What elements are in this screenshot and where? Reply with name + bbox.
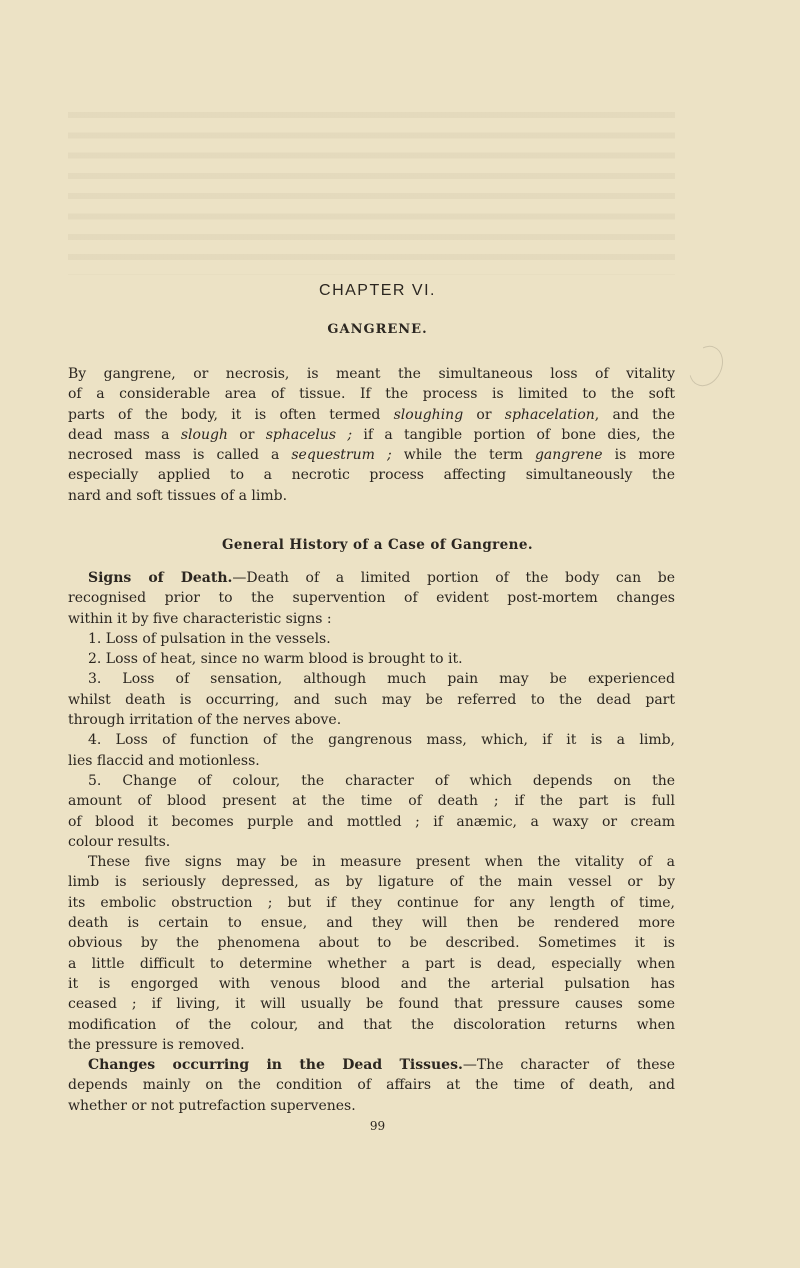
text-line xyxy=(68,994,675,1014)
text-run: , and the xyxy=(594,406,675,423)
text-line xyxy=(68,384,675,404)
italic-term: slough xyxy=(180,426,228,443)
text-line xyxy=(68,1015,675,1035)
text-line xyxy=(68,974,675,994)
text-run: death is certain to ensue, and they will then be rendered more xyxy=(68,915,675,932)
text-run: of blood it becomes purple and mottled ; if anæmic, a waxy or cream xyxy=(68,813,675,830)
text-run: of a considerable area of tissue. If the process is limited to the soft xyxy=(68,386,675,403)
text-line xyxy=(68,669,675,689)
text-run: depends mainly on the condition of affairs at the time of death, and xyxy=(68,1077,675,1094)
text-run: within it by five characteristic signs : xyxy=(68,610,332,627)
text-line xyxy=(68,933,675,953)
bold-run-in-heading: Signs of Death. xyxy=(88,570,233,586)
text-run: 2. Loss of heat, since no warm blood is brought to it. xyxy=(88,651,463,668)
text-run: 1. Loss of pulsation in the vessels. xyxy=(88,630,331,647)
text-run: These five signs may be in measure present when the vitality of a xyxy=(88,854,675,871)
chapter-title: GANGRENE. xyxy=(327,322,428,337)
text-run: parts of the body, it is often termed xyxy=(68,406,394,423)
text-line xyxy=(68,405,675,425)
text-line xyxy=(68,364,675,384)
text-run: while the term xyxy=(391,447,535,464)
bold-run-in-heading: Changes occurring in the Dead Tissues. xyxy=(88,1057,463,1074)
intro-paragraph xyxy=(68,364,675,506)
text-run: amount of blood present at the time of death ; if the part is full xyxy=(68,793,675,810)
text-line xyxy=(68,1055,675,1075)
text-line xyxy=(68,649,675,669)
section-heading: General History of a Case of Gangrene. xyxy=(222,537,533,553)
text-run: it is engorged with venous blood and the arterial pulsation has xyxy=(68,975,675,992)
text-line xyxy=(68,1075,675,1095)
text-run: dead mass a xyxy=(68,426,181,443)
text-line xyxy=(68,832,675,852)
text-run: if a tangible portion of bone dies, the xyxy=(352,426,675,443)
text-line xyxy=(68,568,675,588)
text-run: ceased ; if living, it will usually be found that pressure causes some xyxy=(68,996,675,1013)
text-line xyxy=(68,1096,675,1116)
text-run: 4. Loss of function of the gangrenous mass, which, if it is a limb, xyxy=(88,732,675,749)
text-run: colour results. xyxy=(68,833,171,850)
italic-term: sphacelus ; xyxy=(265,426,353,443)
text-line xyxy=(68,751,675,771)
chapter-number: CHAPTER VI. xyxy=(319,282,436,299)
text-line xyxy=(68,445,675,465)
text-line xyxy=(68,1035,675,1055)
text-line xyxy=(68,609,675,629)
text-run: or xyxy=(227,426,266,443)
text-run: or xyxy=(463,406,505,423)
text-run: a little difficult to determine whether a part is dead, especially when xyxy=(68,955,675,972)
text-run: lies flaccid and motionless. xyxy=(68,752,260,769)
text-run: whilst death is occurring, and such may be referred to the dead part xyxy=(68,691,675,708)
text-run: —Death of a limited portion of the body can be xyxy=(232,570,675,586)
text-run: modification of the colour, and that the discoloration returns when xyxy=(68,1016,675,1033)
italic-term: sphacelation xyxy=(504,406,595,423)
text-run: obvious by the phenomena about to be described. Sometimes it is xyxy=(68,935,675,952)
text-run: recognised prior to the supervention of evident post-mortem changes xyxy=(68,590,675,607)
text-line xyxy=(68,710,675,730)
text-run: 3. Loss of sensation, although much pain may be experienced xyxy=(88,671,675,688)
text-line xyxy=(68,812,675,832)
text-run: 5. Change of colour, the character of which depends on the xyxy=(88,772,675,789)
text-line xyxy=(68,954,675,974)
page-number: 99 xyxy=(369,1119,386,1133)
italic-term: gangrene xyxy=(534,447,603,464)
text-line xyxy=(68,852,675,872)
text-run: By gangrene, or necrosis, is meant the simultaneous loss of vitality xyxy=(68,366,675,382)
italic-term: sloughing xyxy=(393,406,464,423)
text-line xyxy=(68,791,675,811)
text-run: necrosed mass is called a xyxy=(68,447,292,464)
text-run: nard and soft tissues of a limb. xyxy=(68,487,288,504)
text-line xyxy=(68,629,675,649)
text-line xyxy=(68,690,675,710)
text-run: especially applied to a necrotic process affecting simultaneously the xyxy=(68,467,675,484)
bleed-through-text xyxy=(68,100,675,275)
body-text xyxy=(68,568,675,1116)
text-run: is more xyxy=(602,447,675,464)
text-run: —The character of these xyxy=(462,1057,675,1074)
text-line xyxy=(68,893,675,913)
text-line xyxy=(68,588,675,608)
text-line xyxy=(68,771,675,791)
text-run: its embolic obstruction ; but if they continue for any length of time, xyxy=(68,894,675,911)
italic-term: sequestrum ; xyxy=(291,447,392,464)
text-line xyxy=(68,465,675,485)
text-run: limb is seriously depressed, as by ligature of the main vessel or by xyxy=(68,874,675,891)
text-run: whether or not putrefaction supervenes. xyxy=(68,1097,356,1114)
text-line xyxy=(68,425,675,445)
pencil-mark xyxy=(683,340,730,392)
text-line xyxy=(68,913,675,933)
text-line xyxy=(68,486,675,506)
text-line xyxy=(68,730,675,750)
text-run: through irritation of the nerves above. xyxy=(68,712,342,729)
text-line xyxy=(68,872,675,892)
text-run: the pressure is removed. xyxy=(68,1036,245,1053)
